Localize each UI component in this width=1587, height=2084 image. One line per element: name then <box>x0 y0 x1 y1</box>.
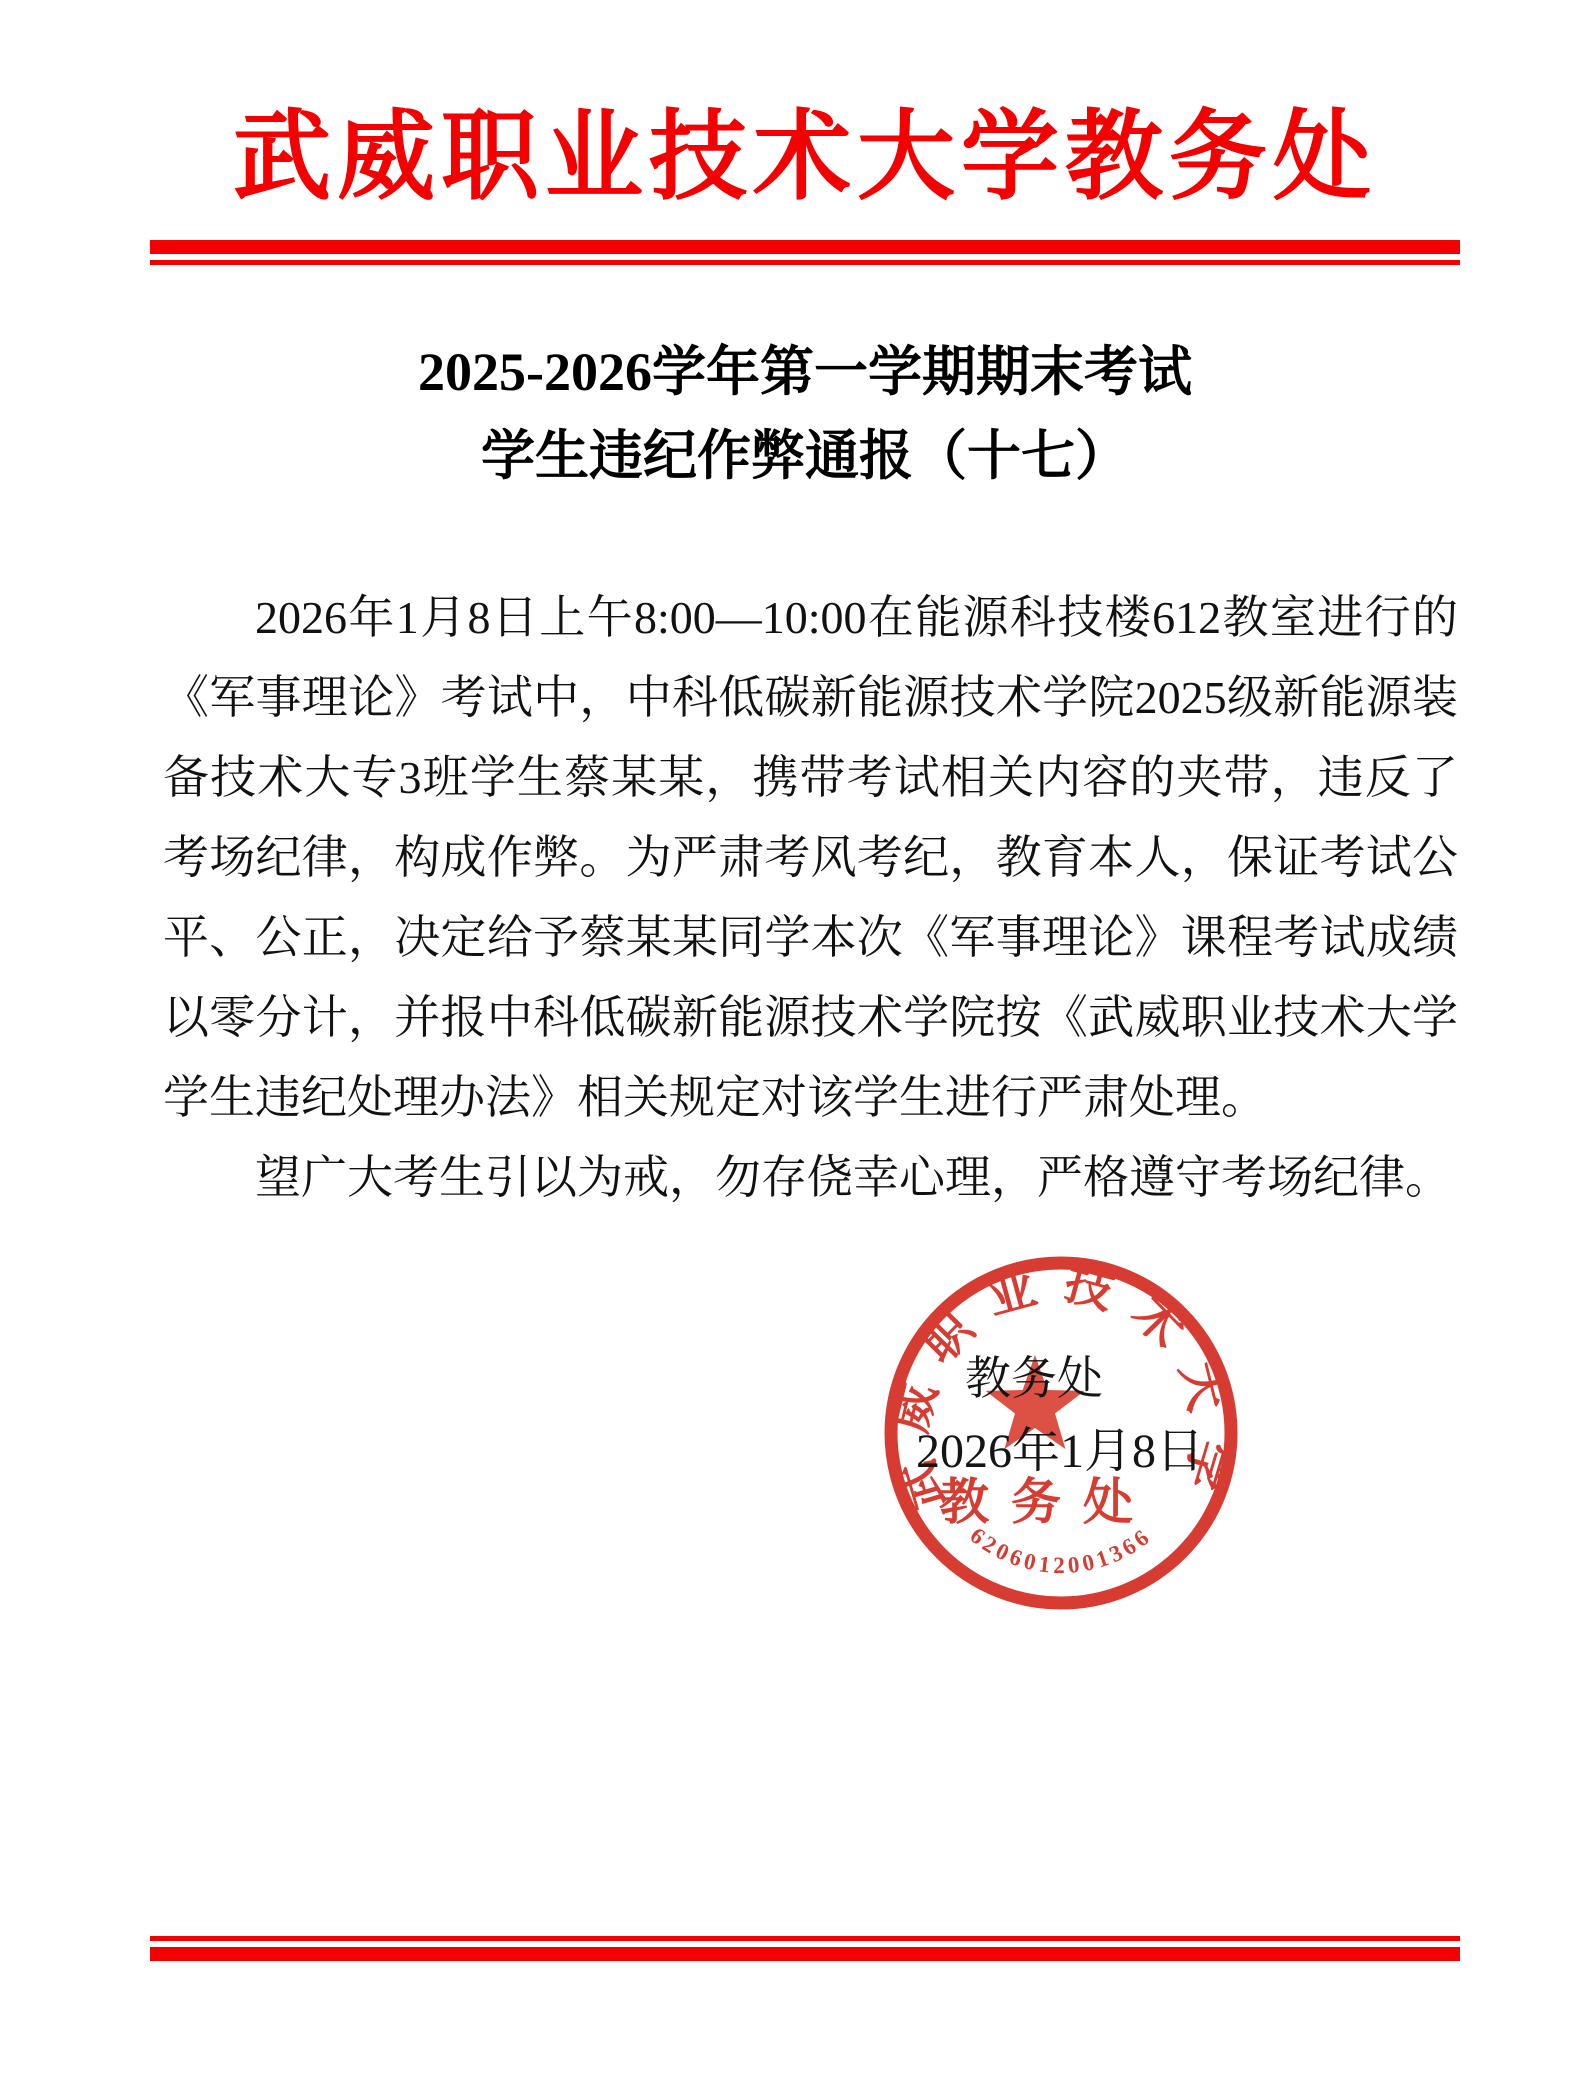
seal-inner-label: 教务处 <box>939 1474 1155 1530</box>
body-line: 望广大考生引以为戒，勿存侥幸心理，严格遵守考场纪律。 <box>255 1152 1451 1203</box>
body-line: 以零分计，并报中科低碳新能源技术学院按《武威职业技术大学 <box>163 992 1458 1043</box>
body-line: 备技术大专3班学生蔡某某，携带考试相关内容的夹带，违反了 <box>163 752 1458 803</box>
body-line: 平、公正，决定给予蔡某某同学本次《军事理论》课程考试成绩 <box>163 912 1458 963</box>
seal-serial-number: 6206012001366 <box>965 1522 1157 1578</box>
body-line: 2026年1月8日上午8:00—10:00在能源科技楼612教室进行的 <box>255 592 1458 643</box>
seal-ring-text: 武威职业技术大学 <box>883 1255 1239 1516</box>
signature-department: 教务处 <box>965 1353 1103 1404</box>
footer-rule-thin <box>150 1936 1460 1941</box>
body-line: 考场纪律，构成作弊。为严肃考风考纪，教育本人，保证考试公 <box>163 832 1458 883</box>
document-title <box>150 330 1460 498</box>
body-line: 《军事理论》考试中，中科低碳新能源技术学院2025级新能源装 <box>163 672 1458 723</box>
document-title-line2: 学生违纪作弊通报（十七） <box>481 426 1129 486</box>
letterhead-org-name: 武威职业技术大学教务处 <box>232 104 1377 212</box>
document-body <box>163 578 1458 1218</box>
document-title-line1: 2025-2026学年第一学期期末考试 <box>418 342 1192 402</box>
body-line: 学生违纪处理办法》相关规定对该学生进行严肃处理。 <box>163 1072 1267 1123</box>
letterhead-rule-thick <box>150 240 1460 254</box>
letterhead-rule-thin <box>150 260 1460 265</box>
footer-rule-thick <box>150 1947 1460 1961</box>
signature-date: 2026年1月8日 <box>916 1425 1205 1478</box>
